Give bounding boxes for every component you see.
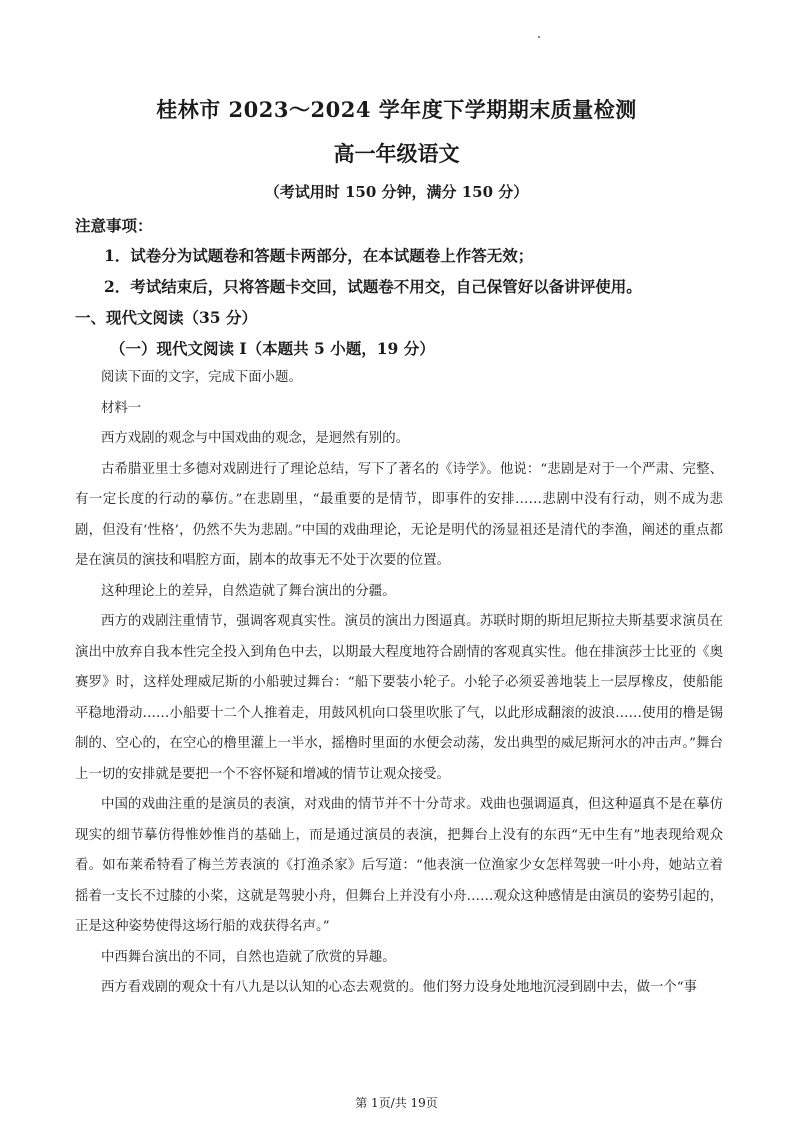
reading-body — [75, 363, 723, 1004]
notes-item-2: 2．考试结束后，只将答题卡交回，试题卷不用交，自己保管好以备讲评使用。 — [104, 277, 642, 296]
exam-info: （考试用时 150 分钟，满分 150 分） — [264, 183, 529, 201]
sub-section-heading: （一）现代文阅读 I（本题共 5 小题，19 分） — [110, 339, 435, 358]
notes-item-1: 1．试卷分为试题卷和答题卡两部分，在本试题卷上作答无效； — [104, 246, 534, 265]
paragraph: 西方戏剧的观念与中国戏曲的观念，是迥然有别的。 — [101, 431, 409, 446]
scan-dot — [538, 36, 540, 38]
paragraph: 这种理论上的差异，自然造就了舞台演出的分疆。 — [101, 583, 396, 599]
paragraph: 中国的戏曲注重的是演员的表演，对戏曲的情节并不十分苛求。戏曲也强调逼真，但这种逼真不是在摹仿现实的细节摹仿得惟妙惟肖的基础上，而是通过演员的表演，把舞台上没有的东西“无中生有”地表现给观众看。如布莱希特看了梅兰芳表演的《打渔杀家》后写道：“他表演一位渔家少女怎样驾驶一叶小舟，她站立着摇着一支长不过膝的小桨，这就是驾驶小舟，但舞台上并没有小舟……观众这种感情是由演员的姿势引起的，正是这种姿势使得这场行船的戏获得名声。” — [75, 797, 723, 934]
instruction-text: 阅读下面的文字，完成下面小题。 — [101, 370, 302, 385]
material-label: 材料一 — [101, 400, 142, 416]
page-number: 第 1页/共 19页 — [355, 1096, 438, 1110]
paragraph: 西方看戏剧的观众十有八九是以认知的心态去观赏的。他们努力设身处地地沉浸到剧中去，做一个“事 — [101, 980, 698, 995]
section-heading: 一、现代文阅读（35 分） — [75, 308, 257, 327]
exam-title: 桂林市 2023～2024 学年度下学期期末质量检测 — [156, 97, 637, 122]
paragraph: 古希腊亚里士多德对戏剧进行了理论总结，写下了著名的《诗学》。他说：“悲剧是对于一个严肃、完整、有一定长度的行动的摹仿。”在悲剧里，“最重要的是情节，即事件的安排……悲剧中没有行动，则不成为悲剧，但没有‘性格’，仍然不失为悲剧。”中国的戏曲理论，无论是明代的汤显祖还是清代的李渔，阐述的重点都是在演员的演技和唱腔方面，剧本的故事无不处于次要的位置。 — [75, 461, 723, 568]
exam-subtitle: 高一年级语文 — [333, 141, 460, 166]
paragraph: 西方的戏剧注重情节，强调客观真实性。演员的演出力图逼真。苏联时期的斯坦尼斯拉夫斯基要求演员在演出中放弃自我本性完全投入到角色中去，以期最大程度地符合剧情的客观真实性。他在排演莎士比亚的《奥赛罗》时，这样处理威尼斯的小船驶过舞台：“船下要装小轮子。小轮子必须妥善地装上一层厚橡皮，使船能平稳地滑动……小船要十二个人推着走，用鼓风机向口袋里吹胀了气，以此形成翻滚的波浪……使用的橹是锡制的、空心的，在空心的橹里灌上一半水，摇橹时里面的水便会动荡，发出典型的威尼斯河水的冲击声。”舞台上一切的安排就是要把一个不容怀疑和增减的情节让观众接受。 — [75, 614, 723, 782]
paragraph: 中西舞台演出的不同，自然也造就了欣赏的异趣。 — [101, 949, 396, 965]
notes-heading: 注意事项： — [75, 216, 153, 235]
